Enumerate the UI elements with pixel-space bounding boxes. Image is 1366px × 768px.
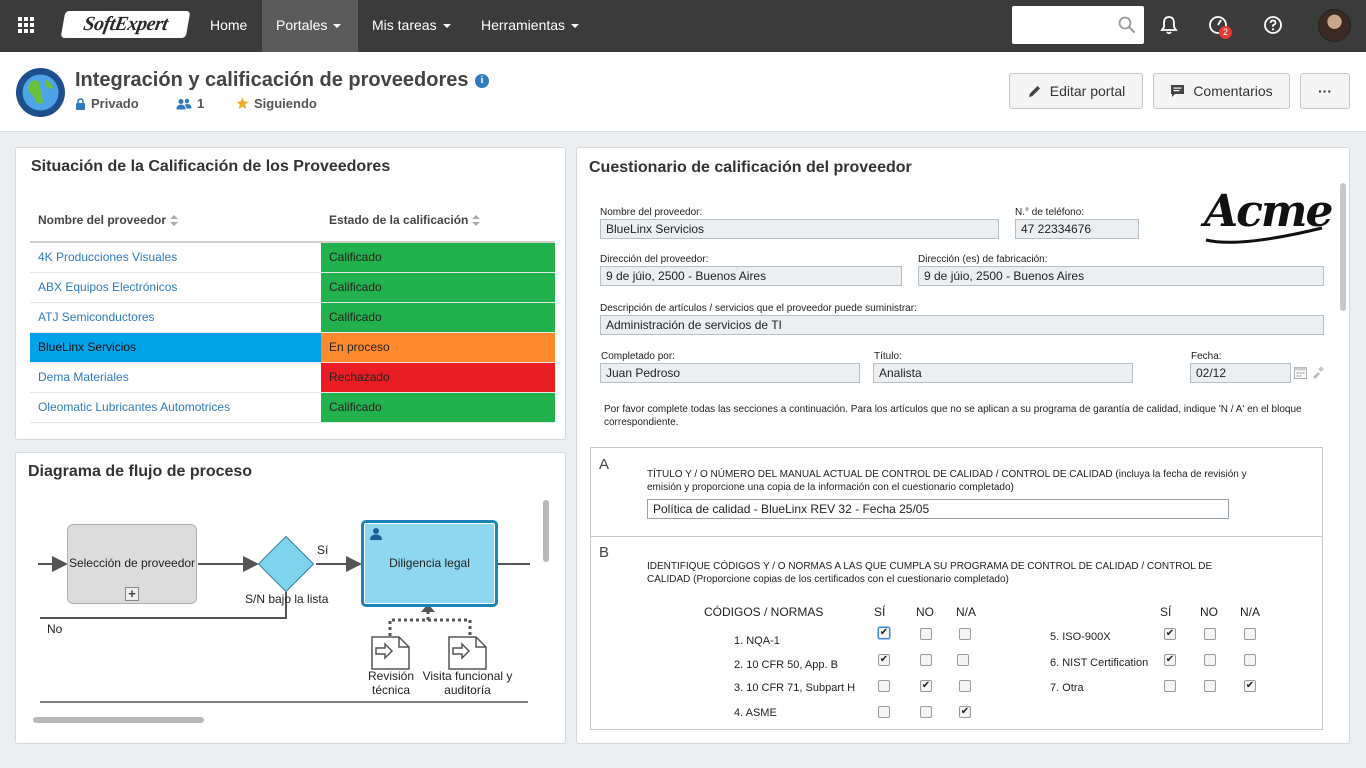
norm-label: 7. Otra: [1050, 682, 1084, 694]
checkbox-si[interactable]: [1164, 680, 1176, 692]
cuestionario-title: Cuestionario de calificación del proveedor: [589, 159, 912, 176]
top-navbar: [0, 0, 1366, 52]
bell-icon[interactable]: [1159, 15, 1179, 40]
provider-name[interactable]: BlueLinx Servicios: [30, 333, 321, 362]
completado-field[interactable]: Juan Pedroso: [600, 363, 860, 383]
checkbox-si[interactable]: ✔: [1165, 628, 1175, 639]
globe-icon: [16, 68, 65, 117]
fabricacion-field[interactable]: 9 de júio, 2500 - Buenos Aires: [918, 266, 1324, 286]
norm-label: 1. NQA-1: [734, 635, 780, 647]
acme-logo: Acme: [1200, 186, 1328, 248]
telefono-field[interactable]: 47 22334676: [1015, 219, 1139, 239]
norm-label: 6. NIST Certification: [1050, 657, 1149, 669]
norm-label: 4. ASME: [734, 707, 777, 719]
apps-grid-icon[interactable]: [17, 16, 35, 34]
checkbox-si[interactable]: ✔: [1165, 654, 1175, 665]
checkbox-si[interactable]: [878, 706, 890, 718]
notification-badge: 2: [1219, 26, 1232, 39]
na-header: N/A: [956, 605, 977, 619]
norm-label: 3. 10 CFR 71, Subpart H: [734, 682, 856, 694]
no-header-right: NO: [1200, 605, 1218, 619]
si-header-right: SÍ: [1160, 605, 1172, 619]
search-input[interactable]: [1012, 6, 1144, 44]
checkbox-no[interactable]: [920, 628, 932, 640]
checkbox-na[interactable]: [1244, 628, 1256, 640]
checkbox-no[interactable]: [920, 706, 932, 718]
caret-down-icon: [443, 24, 451, 28]
following-status[interactable]: Siguiendo: [236, 96, 317, 111]
instrucciones-text: Por favor complete todas las secciones a continuación. Para los artículos que no se aplican a su programa de garantía de calidad, indique 'N / A' en el bloque correspondiente.: [604, 404, 1302, 428]
col-header-name[interactable]: Nombre del proveedor: [38, 213, 178, 227]
diagrama-title: Diagrama de flujo de proceso: [28, 463, 253, 480]
search-icon[interactable]: [1118, 16, 1136, 34]
checkbox-si[interactable]: [878, 680, 890, 692]
members-count[interactable]: 1: [176, 96, 204, 111]
checkbox-no[interactable]: [1204, 654, 1216, 666]
provider-name[interactable]: 4K Producciones Visuales: [38, 250, 178, 264]
si-header: SÍ: [874, 605, 886, 619]
section-b-text: IDENTIFIQUE CÓDIGOS Y / O NORMAS A LAS QUE CUMPLA SU PROGRAMA DE CONTROL DE CALIDAD / CONTROL DE CALIDAD (Proporcione copias de los certificados con el cuestionario completado): [647, 561, 1213, 585]
provider-name[interactable]: ATJ Semiconductores: [38, 310, 155, 324]
visita-label: Visita funcional y auditoría: [422, 669, 513, 697]
titulo-field[interactable]: Analista: [873, 363, 1133, 383]
section-b-letter: B: [599, 544, 610, 561]
sort-icon: [472, 215, 480, 226]
clear-date-icon[interactable]: [1311, 366, 1324, 384]
status-cell: Rechazado: [321, 363, 555, 392]
table-row[interactable]: [30, 363, 555, 393]
task-seleccion-proveedor[interactable]: Selección de proveedor +: [67, 524, 197, 604]
checkbox-na[interactable]: ✔: [960, 706, 970, 717]
table-row[interactable]: [30, 273, 555, 303]
checkbox-na[interactable]: [957, 654, 969, 666]
gateway-yes-label: Sí: [317, 543, 329, 557]
checkbox-na[interactable]: [959, 628, 971, 640]
situacion-title: Situación de la Calificación de los Proveedores: [31, 158, 391, 175]
nav-herramientas[interactable]: Herramientas: [467, 0, 593, 50]
section-a-text: TÍTULO Y / O NÚMERO DEL MANUAL ACTUAL DE CONTROL DE CALIDAD / CONTROL DE CALIDAD (incluya la fecha de revisión y emisión y proporcione una copia de la información con el cuestionario completado): [647, 469, 1247, 493]
checkbox-si[interactable]: ✔: [879, 654, 889, 665]
diagram-horizontal-scrollbar[interactable]: [33, 717, 204, 723]
table-row[interactable]: [30, 303, 555, 333]
fecha-field[interactable]: 02/12: [1190, 363, 1291, 383]
sort-icon: [170, 215, 178, 226]
checkbox-na[interactable]: ✔: [1245, 680, 1255, 691]
status-cell: Calificado: [321, 243, 555, 272]
section-a-letter: A: [599, 456, 610, 473]
nav-portales[interactable]: Portales: [262, 0, 358, 52]
task-diligencia-legal[interactable]: Diligencia legal: [361, 520, 498, 607]
na-header-right: N/A: [1240, 605, 1261, 619]
caret-down-icon: [333, 24, 341, 28]
status-cell: Calificado: [321, 393, 555, 422]
nav-home[interactable]: Home: [210, 17, 248, 33]
diagram-vertical-scrollbar[interactable]: [543, 500, 549, 562]
privacy-status: Privado: [75, 96, 139, 111]
pencil-icon: [1027, 84, 1042, 99]
norm-label: 2. 10 CFR 50, App. B: [734, 659, 838, 671]
comment-icon: [1170, 84, 1185, 98]
checkbox-na[interactable]: [1244, 654, 1256, 666]
col-header-status[interactable]: Estado de la calificación: [329, 213, 480, 227]
checkbox-no[interactable]: [1204, 628, 1216, 640]
more-options-button[interactable]: ···: [1300, 73, 1350, 109]
softexpert-logo[interactable]: SoftExpert: [61, 11, 191, 38]
questionnaire-scrollbar[interactable]: [1340, 183, 1346, 311]
user-task-icon: [369, 527, 383, 541]
checkbox-no[interactable]: ✔: [921, 680, 931, 691]
provider-name[interactable]: ABX Equipos Electrónicos: [38, 280, 178, 294]
status-cell: Calificado: [321, 273, 555, 302]
help-icon[interactable]: [1263, 15, 1283, 40]
no-header: NO: [916, 605, 934, 619]
status-cell: Calificado: [321, 303, 555, 332]
descripcion-field[interactable]: Administración de servicios de TI: [600, 315, 1324, 335]
direccion-field[interactable]: 9 de júio, 2500 - Buenos Aires: [600, 266, 902, 286]
provider-name[interactable]: Oleomatic Lubricantes Automotrices: [38, 400, 231, 414]
info-icon[interactable]: i: [475, 74, 489, 88]
caret-down-icon: [571, 24, 579, 28]
nav-mis-tareas[interactable]: Mis tareas: [358, 0, 465, 50]
checkbox-si[interactable]: ✔: [879, 627, 889, 638]
provider-name[interactable]: Dema Materiales: [38, 370, 129, 384]
star-icon: [236, 97, 249, 110]
codes-column-header: CÓDIGOS / NORMAS: [704, 605, 824, 619]
users-icon: [176, 98, 192, 110]
table-row-selected[interactable]: [30, 333, 555, 363]
expand-subprocess-icon[interactable]: +: [125, 587, 139, 601]
gateway-label: S/N bajo la lista: [245, 592, 329, 606]
gauge-icon[interactable]: [1208, 15, 1230, 37]
proveedor-field[interactable]: BlueLinx Servicios: [600, 219, 999, 239]
checkbox-na[interactable]: [959, 680, 971, 692]
flow-no-label: No: [47, 622, 63, 636]
norm-label: 5. ISO-900X: [1050, 631, 1111, 643]
table-row[interactable]: [30, 393, 555, 423]
calendar-icon[interactable]: [1294, 366, 1307, 384]
lock-icon: [75, 98, 86, 110]
manual-calidad-field[interactable]: Política de calidad - BlueLinx REV 32 - Fecha 25/05: [647, 499, 1229, 519]
user-avatar[interactable]: [1318, 9, 1351, 42]
table-row[interactable]: [30, 243, 555, 273]
comments-button[interactable]: Comentarios: [1153, 73, 1290, 109]
edit-portal-button[interactable]: Editar portal: [1009, 73, 1143, 109]
checkbox-no[interactable]: [1204, 680, 1216, 692]
page-title: Integración y calificación de proveedores: [75, 69, 469, 91]
revision-label: Revisión técnica: [367, 669, 415, 697]
status-cell: En proceso: [321, 333, 555, 362]
checkbox-no[interactable]: [920, 654, 932, 666]
